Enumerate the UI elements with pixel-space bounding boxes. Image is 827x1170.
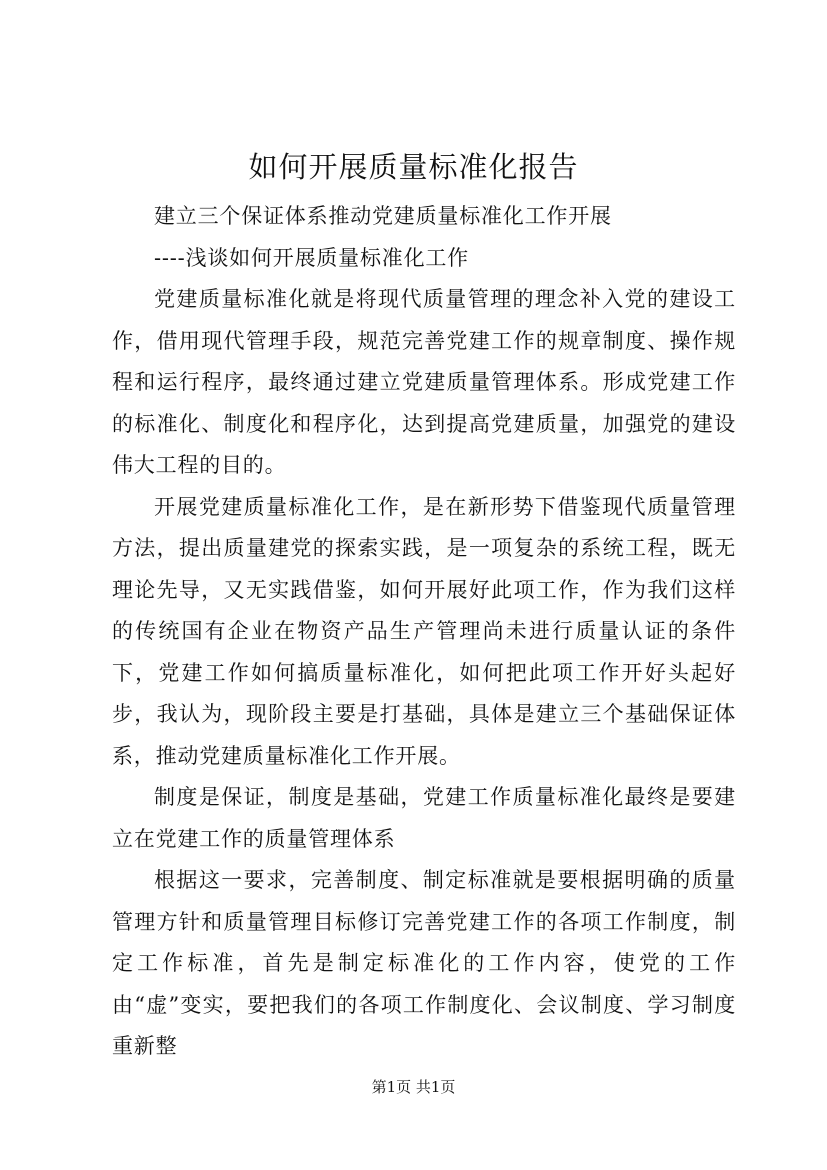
paragraph-requirements: 根据这一要求，完善制度、制定标准就是要根据明确的质量管理方针和质量管理目标修订完善党建工作的各项工作制度，制定工作标准，首先是制定标准化的工作内容，使党的工作由“虚”变实，要把我们的各项工作制度化、会议制度、学习制度重新整 [112, 868, 736, 1058]
document-body [112, 196, 736, 1068]
paragraph-system-basis: 制度是保证，制度是基础，党建工作质量标准化最终是要建立在党建工作的质量管理体系 [112, 785, 736, 851]
paragraph-definition: 党建质量标准化就是将现代质量管理的理念补入党的建设工作，借用现代管理手段，规范完善党建工作的规章制度、操作规程和运行程序，最终通过建立党建质量管理体系。形成党建工作的标准化、制度化和程序化，达到提高党建质量，加强党的建设伟大工程的目的。 [112, 287, 736, 477]
paragraph-sub-subtitle: ----浅谈如何开展质量标准化工作 [154, 245, 469, 270]
document-title: 如何开展质量标准化报告 [248, 150, 579, 184]
page-footer: 第1页 共1页 [371, 1078, 456, 1096]
paragraph-practice: 开展党建质量标准化工作，是在新形势下借鉴现代质量管理方法，提出质量建党的探索实践，是一项复杂的系统工程，既无理论先导，又无实践借鉴，如何开展好此项工作，作为我们这样的传统国有企业在物资产品生产管理尚未进行质量认证的条件下，党建工作如何搞质量标准化，如何把此项工作开好头起好步，我认为，现阶段主要是打基础，具体是建立三个基础保证体系，推动党建质量标准化工作开展。 [112, 494, 736, 768]
paragraph-subtitle: 建立三个保证体系推动党建质量标准化工作开展 [154, 204, 612, 228]
